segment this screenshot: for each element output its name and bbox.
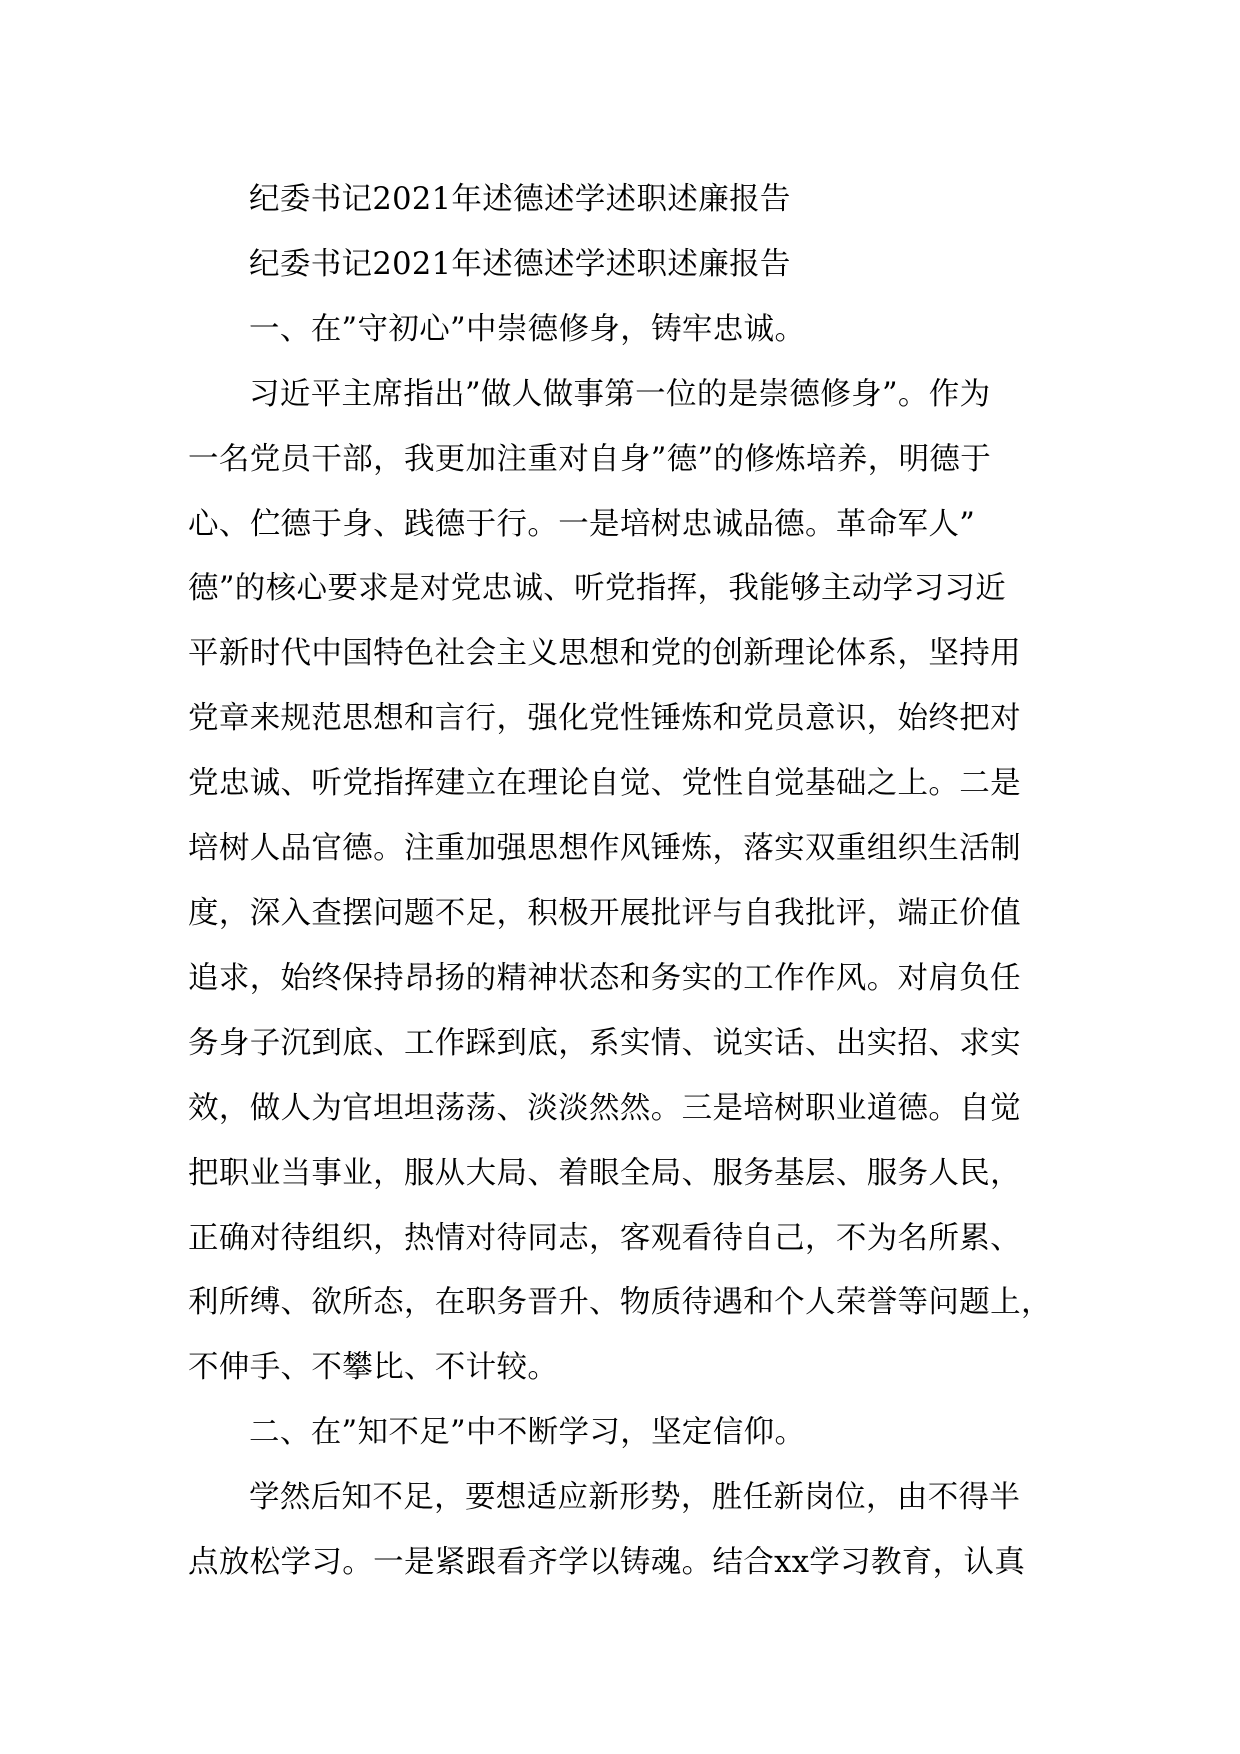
- section-paragraph-2: [188, 1466, 1068, 1596]
- paragraph-line: 党忠诚、听党指挥建立在理论自觉、党性自觉基础之上。二是: [188, 766, 1021, 802]
- paragraph-line: 培树人品官德。注重加强思想作风锤炼，落实双重组织生活制: [188, 831, 1021, 867]
- document-body: [188, 168, 1068, 1596]
- paragraph-line: 把职业当事业，服从大局、着眼全局、服务基层、服务人民，: [188, 1155, 1021, 1191]
- paragraph-line: 务身子沉到底、工作踩到底，系实情、说实话、出实招、求实: [188, 1025, 1021, 1061]
- paragraph-line: 党章来规范思想和言行，强化党性锤炼和党员意识，始终把对: [188, 701, 1021, 737]
- section-paragraph-1: [188, 363, 1068, 1402]
- paragraph-line: 学然后知不足，要想适应新形势，胜任新岗位，由不得半: [249, 1480, 1021, 1516]
- paragraph-line: 点放松学习。一是紧跟看齐学以铸魂。结合xx学习教育，认真: [188, 1545, 1026, 1581]
- paragraph-line: 德”的核心要求是对党忠诚、听党指挥，我能够主动学习习近: [188, 571, 1007, 607]
- paragraph-line: 正确对待组织，热情对待同志，客观看待自己，不为名所累、: [188, 1220, 1021, 1256]
- paragraph-line: 度，深入查摆问题不足，积极开展批评与自我批评，端正价值: [188, 895, 1021, 931]
- paragraph-line: 效，做人为官坦坦荡荡、淡淡然然。三是培树职业道德。自觉: [188, 1090, 1021, 1126]
- paragraph-line: 利所缚、欲所态，在职务晋升、物质待遇和个人荣誉等问题上，: [188, 1285, 1052, 1321]
- section-heading-1: 一、在”守初心”中崇德修身，铸牢忠诚。: [249, 311, 806, 347]
- paragraph-line: 平新时代中国特色社会主义思想和党的创新理论体系，坚持用: [188, 636, 1021, 672]
- paragraph-line: 一名党员干部，我更加注重对自身”德”的修炼培养，明德于: [188, 441, 992, 477]
- document-subtitle: 纪委书记2021年述德述学述职述廉报告: [249, 246, 791, 282]
- document-title: 纪委书记2021年述德述学述职述廉报告: [249, 182, 791, 217]
- paragraph-line: 习近平主席指出”做人做事第一位的是崇德修身”。作为: [249, 376, 991, 412]
- paragraph-line: 心、伫德于身、践德于行。一是培树忠诚品德。革命军人”: [188, 506, 976, 542]
- paragraph-line: 不伸手、不攀比、不计较。: [188, 1350, 559, 1386]
- paragraph-line: 追求，始终保持昂扬的精神状态和务实的工作作风。对肩负任: [188, 960, 1021, 996]
- section-heading-2: 二、在”知不足”中不断学习，坚定信仰。: [249, 1415, 806, 1451]
